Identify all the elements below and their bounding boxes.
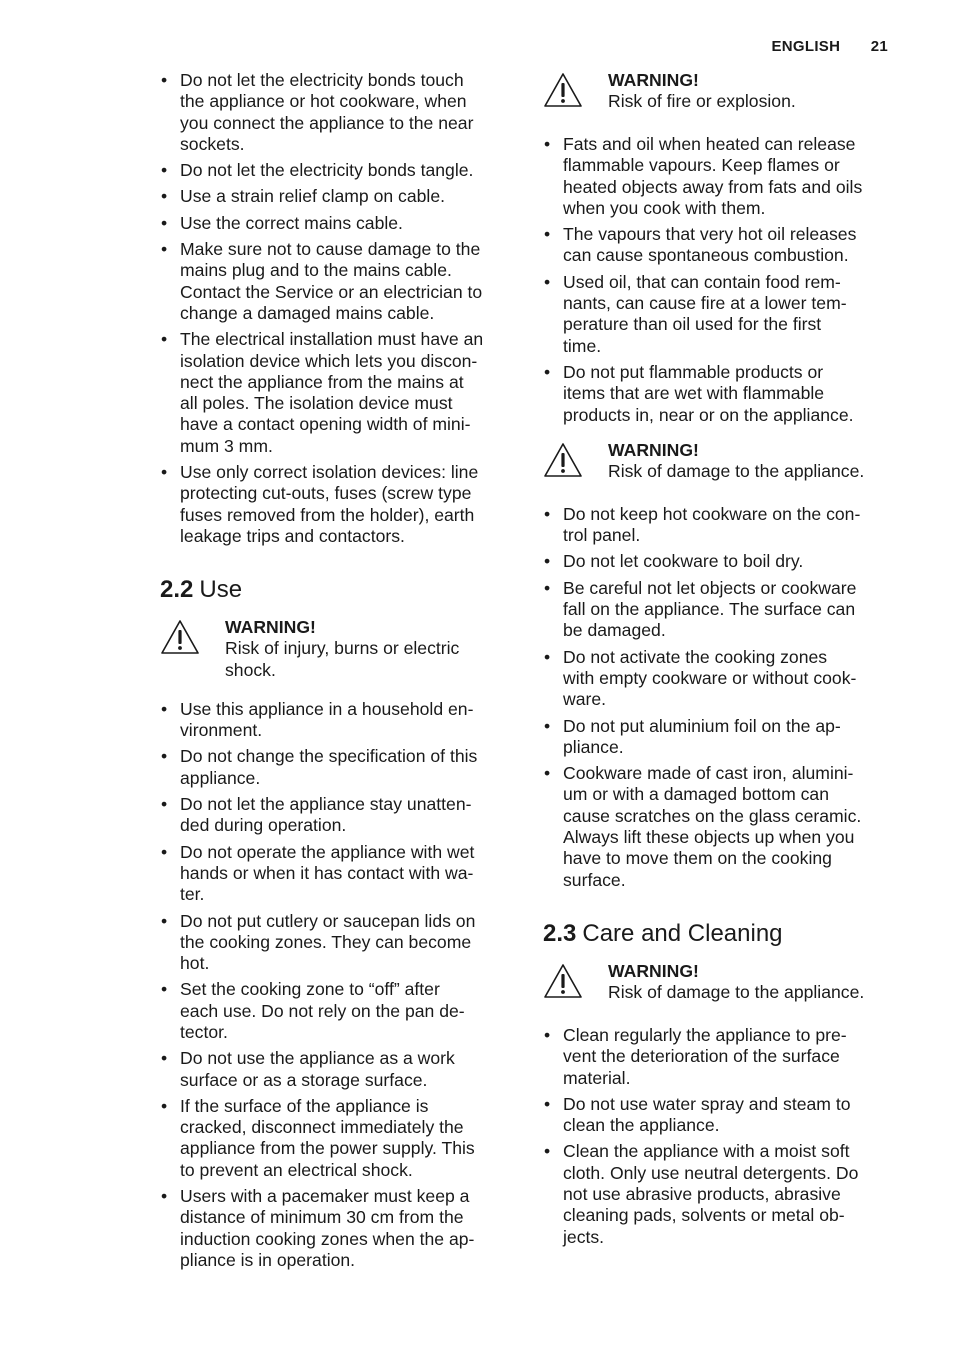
list-item: • Do not use the appliance as a work surface or as a storage surface. [160, 1048, 516, 1091]
warning-text: Risk of damage to the appliance. [608, 460, 865, 481]
list-item: • Use a strain relief clamp on cable. [160, 186, 516, 207]
list-item: • Fats and oil when heated can release flammable vapours. Keep flames or heated objects away from fats and oils when you cook with them. [543, 134, 895, 219]
list-item: • Make sure not to cause damage to the mains plug and to the mains cable. Contact the Service or an electrician to change a damaged mains cable. [160, 239, 516, 324]
warning-triangle-icon [543, 963, 583, 999]
warning-notice [543, 961, 895, 1007]
list-item: • Set the cooking zone to “off” after each use. Do not rely on the pan de- tector. [160, 979, 516, 1043]
warning-text: Risk of injury, burns or electric shock. [225, 638, 460, 680]
list-item: • Be careful not let objects or cookware fall on the appliance. The surface can be damaged. [543, 578, 895, 642]
list-item: • The vapours that very hot oil releases can cause spontaneous combustion. [543, 224, 895, 267]
electrical-connection-list [160, 70, 516, 547]
list-item: • Do not use water spray and steam to clean the appliance. [543, 1094, 895, 1137]
list-item: • Used oil, that can contain food rem- nants, can cause fire at a lower tem- perature than oil used for the first time. [543, 272, 895, 357]
language-label: ENGLISH [771, 38, 841, 55]
list-item: • Cookware made of cast iron, alumini- um or with a damaged bottom can cause scratches on the glass ceramic. Always lift these objects up when you have to move them on the cooking surface. [543, 763, 895, 891]
warning-title: WARNING! [608, 439, 699, 460]
use-list [160, 699, 516, 1271]
warning-triangle-icon [543, 72, 583, 108]
page-number: 21 [870, 38, 888, 55]
list-item: • Clean regularly the appliance to pre- vent the deterioration of the surface material. [543, 1025, 895, 1089]
list-item: • Do not put aluminium foil on the ap- pliance. [543, 716, 895, 759]
warning-notice [543, 70, 895, 116]
right-column [543, 70, 895, 1253]
warning-title: WARNING! [225, 617, 316, 638]
warning-notice [160, 617, 516, 681]
list-item: • Users with a pacemaker must keep a distance of minimum 30 cm from the induction cooking zones when the ap- pliance is in operation. [160, 1186, 516, 1271]
list-item: • Use the correct mains cable. [160, 213, 516, 234]
list-item: • If the surface of the appliance is cracked, disconnect immediately the appliance from the power supply. This to prevent an electrical shock. [160, 1096, 516, 1181]
warning-notice [543, 440, 895, 486]
section-title: Care and Cleaning [582, 919, 783, 947]
list-item: • Do not put cutlery or saucepan lids on the cooking zones. They can become hot. [160, 911, 516, 975]
list-item: • Do not put flammable products or items that are wet with flammable products in, near or on the appliance. [543, 362, 895, 426]
warning-title: WARNING! [608, 960, 699, 981]
list-item: • Use only correct isolation devices: line protecting cut-outs, fuses (screw type fuses removed from the holder), earth leakage trips and contactors. [160, 462, 516, 547]
section-number: 2.3 [543, 919, 577, 947]
list-item: • Do not operate the appliance with wet hands or when it has contact with wa- ter. [160, 842, 516, 906]
page-header [771, 38, 888, 55]
fire-risk-list [543, 134, 895, 426]
list-item: • Do not change the specification of this appliance. [160, 746, 516, 789]
section-number: 2.2 [160, 576, 194, 604]
warning-text: Risk of damage to the appliance. [608, 981, 865, 1002]
list-item: • Do not keep hot cookware on the con- trol panel. [543, 504, 895, 547]
warning-triangle-icon [160, 619, 200, 655]
section-heading-care-and-cleaning [543, 919, 895, 949]
care-cleaning-list [543, 1025, 895, 1248]
list-item: • Do not let the appliance stay unatten- ded during operation. [160, 794, 516, 837]
list-item: • Do not let the electricity bonds touch the appliance or hot cookware, when you connect the appliance to the near sockets. [160, 70, 516, 155]
warning-triangle-icon [543, 442, 583, 478]
list-item: • Use this appliance in a household en- vironment. [160, 699, 516, 742]
list-item: • Do not let the electricity bonds tangle. [160, 160, 516, 181]
section-title: Use [199, 576, 243, 604]
warning-title: WARNING! [608, 70, 699, 90]
list-item: • The electrical installation must have an isolation device which lets you discon- nect the appliance from the mains at all poles. The isolation device must have a contact opening width of mini- mum 3 mm. [160, 329, 516, 457]
list-item: • Do not activate the cooking zones with empty cookware or without cook- ware. [543, 647, 895, 711]
section-heading-use [160, 575, 516, 605]
warning-text: Risk of fire or explosion. [608, 91, 796, 111]
list-item: • Do not let cookware to boil dry. [543, 551, 895, 572]
damage-risk-list [543, 504, 895, 891]
left-column [160, 70, 516, 1276]
list-item: • Clean the appliance with a moist soft cloth. Only use neutral detergents. Do not use abrasive products, abrasive cleaning pads, solvents or metal ob- jects. [543, 1141, 895, 1247]
